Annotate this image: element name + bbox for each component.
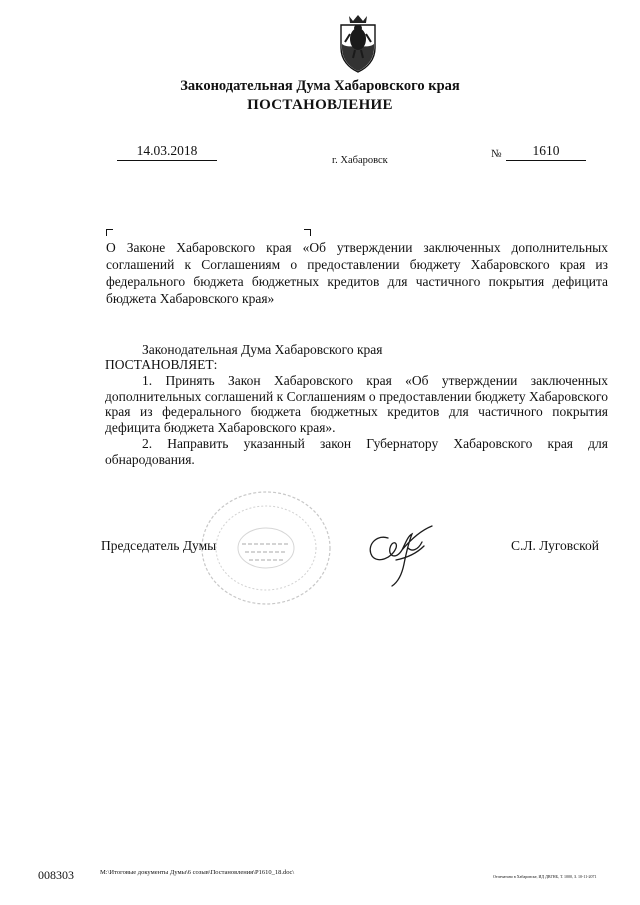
signer-position: Председатель Думы [101,538,217,553]
khabarovsk-coat-of-arms-icon [333,12,383,74]
footer-file-path: M:\Итоговые документы Думы\6 созыв\Постановления\P1610_18.doc\ [100,869,295,876]
organization-title: Законодательная Дума Хабаровского края [180,78,460,94]
number-label: № [491,148,502,160]
document-number: 1610 [506,143,586,161]
document-type: ПОСТАНОВЛЕНИЕ [247,97,393,113]
subject-corner-left [106,229,113,236]
document-date: 14.03.2018 [117,143,217,161]
document-city: г. Хабаровск [332,155,388,166]
footer-code: 008303 [38,868,74,882]
document-subject: О Законе Хабаровского края «Об утверждении заключенных дополнительных соглашений к Соглашениям о предоставлении бюджету Хабаровского края из федерального бюджета бюджетных кредитов для частичного покрытия дефицита бюджета Хабаровского края» [106,240,608,306]
body-item-2: 2. Направить указанный закон Губернатору Хабаровского края для обнародования. [105,435,608,467]
footer-print-note: Отпечатано в Хабаровске, ИД ДВГНБ, Т. 1000, З. 10-11-2071 [493,874,597,879]
seal-stamp-icon [197,488,335,608]
body-item-1: 1. Принять Закон Хабаровского края «Об утверждении заключенных дополнительных соглашений к Соглашениям о предоставлении бюджету Хабаровского края из федерального бюджета бюджетных кредитов для частичного покрытия дефицита бюджета Хабаровского края». [105,373,608,436]
body-decree: ПОСТАНОВЛЯЕТ: [105,357,218,372]
subject-corner-right [304,229,311,236]
body-intro: Законодательная Дума Хабаровского края [142,342,383,357]
handwritten-signature-icon [362,520,442,590]
body-items [105,373,608,467]
signer-name: С.Л. Луговской [511,538,599,553]
